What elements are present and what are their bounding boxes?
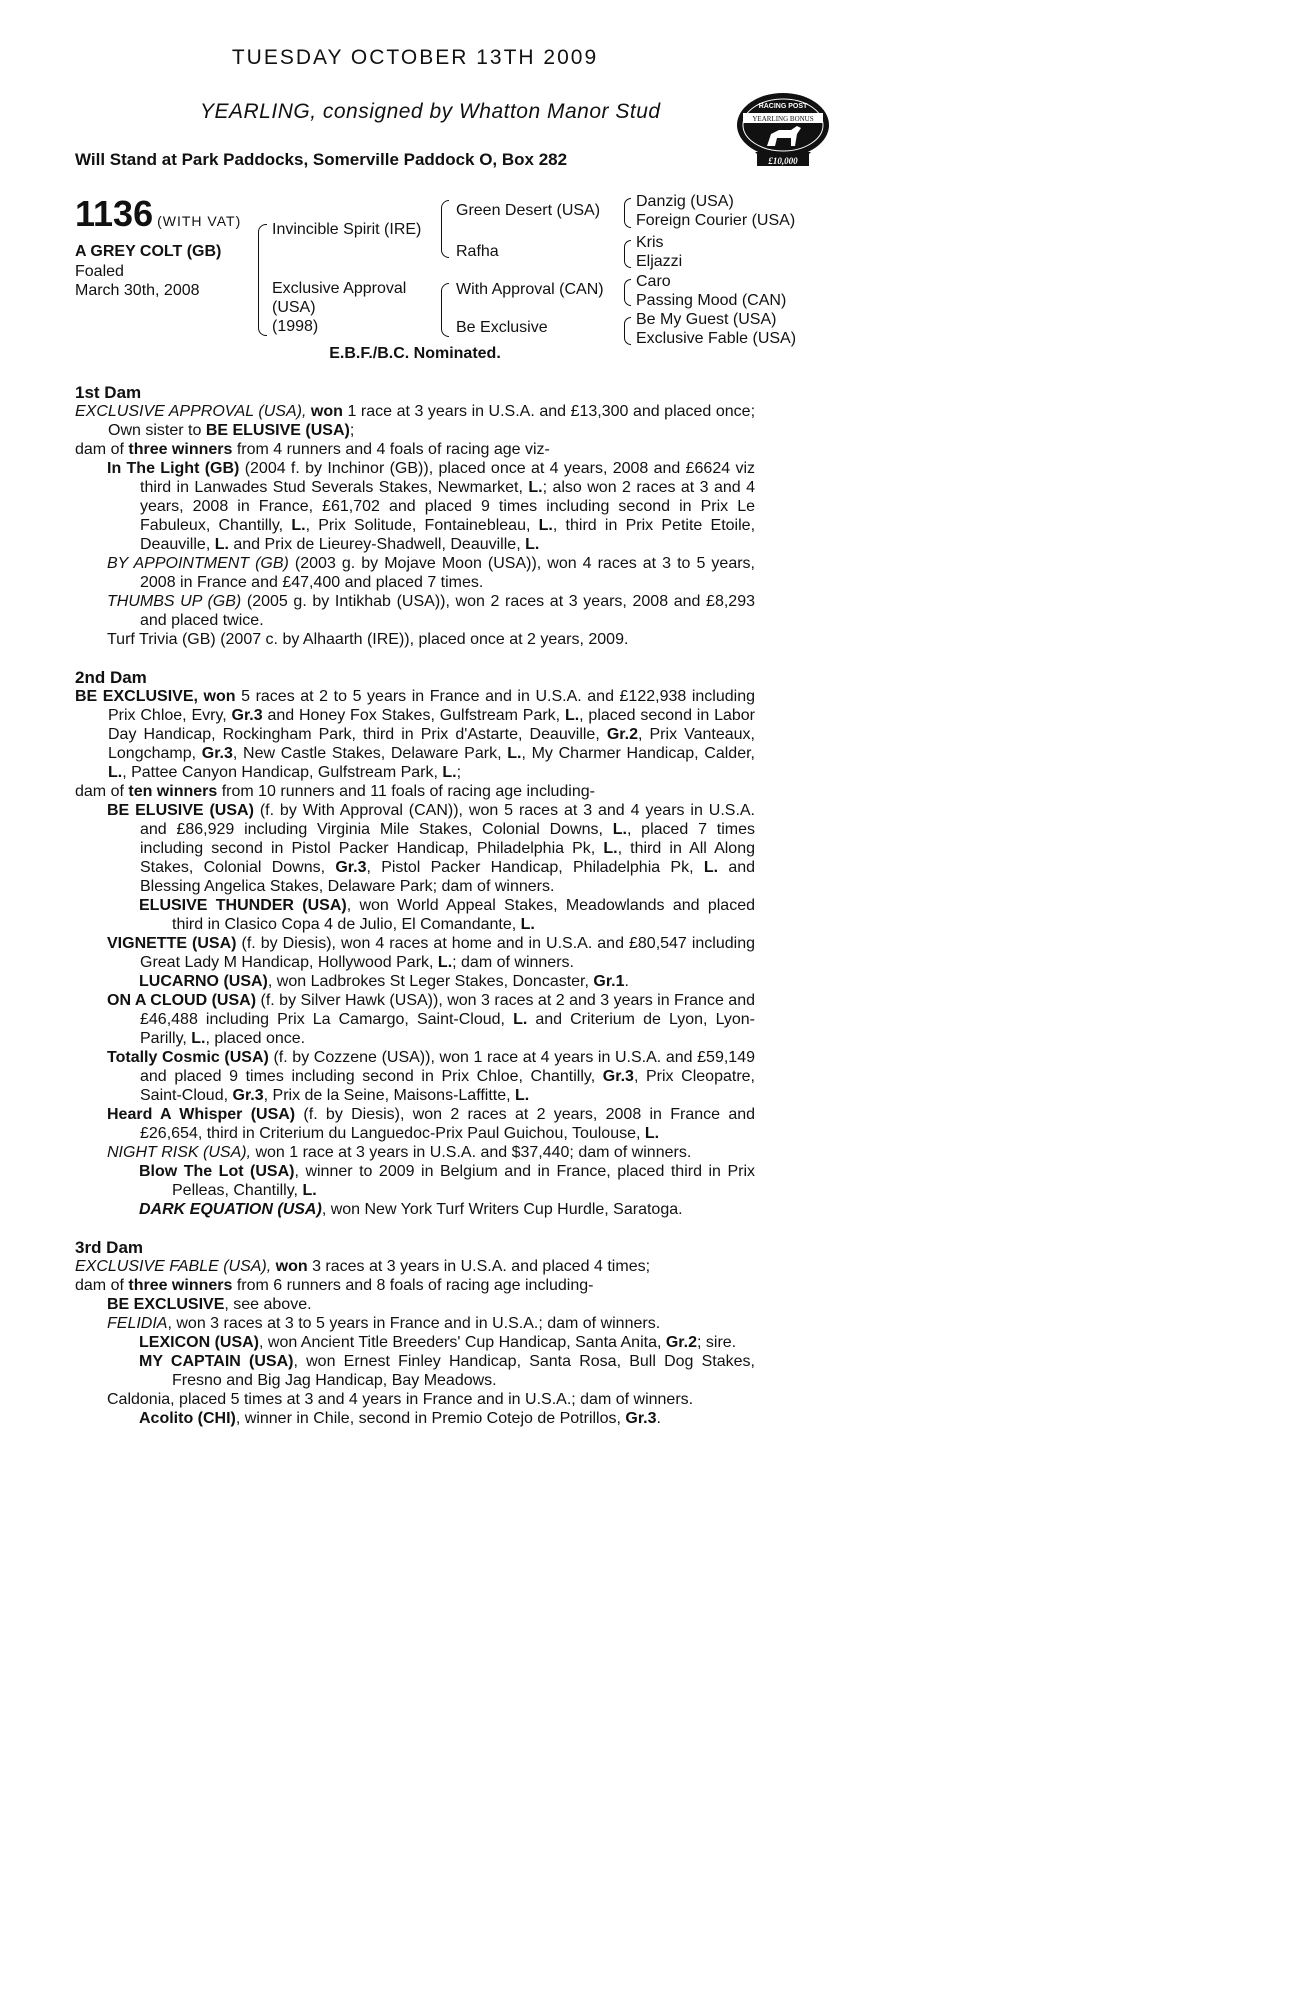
sire: Invincible Spirit (IRE)	[272, 221, 422, 238]
second-dam-section	[75, 668, 755, 1219]
produce-entry: NIGHT RISK (USA), won 1 race at 3 years in U.S.A. and $37,440; dam of winners.	[107, 1144, 692, 1161]
foaled-label: Foaled	[75, 263, 124, 280]
sale-date: TUESDAY OCTOBER 13TH 2009	[231, 46, 599, 69]
third-dam-section	[75, 1238, 755, 1428]
produce-entry: BE ELUSIVE (USA) (f. by With Approval (CAN)), won 5 races at 3 and 4 years in U.S.A. and £86,929 including Virginia Mile Stakes, Colonial Downs, L., placed 7 times including second in Pistol Packer Handicap, Philadelphia Pk, L., third in All Along Stakes, Colonial Downs, Gr.3, Pistol Packer Handicap, Philadelphia Pk, L. and Blessing Angelica Stakes, Delaware Park; dam of winners.	[107, 802, 756, 895]
foaled-info	[75, 262, 200, 300]
dd-sire: Be My Guest (USA)	[636, 311, 777, 328]
stand-location: Will Stand at Park Paddocks, Somerville Paddock O, Box 282	[75, 150, 568, 169]
dam-record: BE EXCLUSIVE, won 5 races at 2 to 5 years in France and in U.S.A. and £122,938 including Prix Chloe, Evry, Gr.3 and Honey Fox Stakes, Gulfstream Park, L., placed second in Labor Day Handicap, Rockingham Park, third in Prix d'Astarte, Deauville, Gr.2, Prix Vanteaux, Longchamp, Gr.3, New Castle Stakes, Delaware Park, L., My Charmer Handicap, Calder, L., Pattee Canyon Handicap, Gulfstream Park, L.;	[75, 688, 756, 781]
ss-dam: Foreign Courier (USA)	[636, 212, 796, 229]
produce-entry: Heard A Whisper (USA) (f. by Diesis), won 2 races at 2 years, 2008 in France and £26,654, third in Criterium du Languedoc-Prix Paul Guichou, Toulouse, L.	[107, 1106, 756, 1142]
produce-entry: DARK EQUATION (USA), won New York Turf Writers Cup Hurdle, Saratoga.	[139, 1201, 683, 1218]
vat-note: (WITH VAT)	[157, 213, 242, 229]
yearling-bonus-badge	[733, 90, 833, 170]
produce-entry: LEXICON (USA), won Ancient Title Breeders' Cup Handicap, Santa Anita, Gr.2; sire.	[139, 1334, 737, 1351]
section-heading: 2nd Dam	[75, 668, 147, 687]
horse-name: A GREY COLT (GB)	[75, 243, 222, 260]
dam-record: EXCLUSIVE APPROVAL (USA), won 1 race at 3 years in U.S.A. and £13,300 and placed once; Own sister to BE ELUSIVE (USA);	[75, 403, 756, 439]
ss-sire: Danzig (USA)	[636, 193, 734, 210]
produce-summary: dam of three winners from 6 runners and 8 foals of racing age including-	[75, 1277, 594, 1294]
badge-amount: £10,000	[768, 156, 798, 166]
badge-mid-text: YEARLING BONUS	[752, 115, 814, 123]
ds-sire: Caro	[636, 273, 671, 290]
produce-entry: Acolito (CHI), winner in Chile, second in Premio Cotejo de Potrillos, Gr.3.	[139, 1410, 661, 1427]
produce-entry: Caldonia, placed 5 times at 3 and 4 years in France and in U.S.A.; dam of winners.	[107, 1391, 694, 1408]
badge-top-text: RACING POST	[758, 103, 808, 110]
dam: Exclusive Approval (USA) (1998)	[272, 280, 407, 335]
section-heading: 3rd Dam	[75, 1238, 144, 1257]
section-heading: 1st Dam	[75, 383, 142, 402]
sire-sire: Green Desert (USA)	[456, 202, 601, 219]
produce-entry: Totally Cosmic (USA) (f. by Cozzene (USA)), won 1 race at 4 years in U.S.A. and £59,149 and placed 9 times including second in Prix Chloe, Chantilly, Gr.3, Prix Cleopatre, Saint-Cloud, Gr.3, Prix de la Seine, Maisons-Laffitte, L.	[107, 1049, 755, 1104]
ds-dam: Passing Mood (CAN)	[636, 292, 787, 309]
produce-entry: ELUSIVE THUNDER (USA), won World Appeal Stakes, Meadowlands and placed third in Clasico Copa 4 de Julio, El Comandante, L.	[139, 897, 755, 933]
produce-entry: LUCARNO (USA), won Ladbrokes St Leger Stakes, Doncaster, Gr.1.	[139, 973, 629, 990]
produce-entry: Blow The Lot (USA), winner to 2009 in Belgium and in France, placed third in Prix Pelleas, Chantilly, L.	[139, 1163, 756, 1199]
produce-entry: BE EXCLUSIVE, see above.	[107, 1296, 312, 1313]
produce-entry: BY APPOINTMENT (GB) (2003 g. by Mojave Moon (USA)), won 4 races at 3 to 5 years, 2008 in France and £47,400 and placed 7 times.	[107, 555, 756, 591]
produce-entry: FELIDIA, won 3 races at 3 to 5 years in France and in U.S.A.; dam of winners.	[107, 1315, 661, 1332]
produce-entry: Turf Trivia (GB) (2007 c. by Alhaarth (IRE)), placed once at 2 years, 2009.	[107, 631, 629, 648]
dd-dam: Exclusive Fable (USA)	[636, 330, 797, 347]
produce-entry: ON A CLOUD (USA) (f. by Silver Hawk (USA)), won 3 races at 2 and 3 years in France and £46,488 including Prix La Camargo, Saint-Cloud, L. and Criterium de Lyon, Lyon-Parilly, L., placed once.	[107, 992, 755, 1047]
produce-entry: THUMBS UP (GB) (2005 g. by Intikhab (USA)), won 2 races at 3 years, 2008 and £8,293 and placed twice.	[107, 593, 755, 629]
foaled-date: March 30th, 2008	[75, 282, 200, 299]
produce-summary: dam of three winners from 4 runners and 4 foals of racing age viz-	[75, 441, 550, 458]
produce-summary: dam of ten winners from 10 runners and 11 foals of racing age including-	[75, 783, 595, 800]
sd-dam: Eljazzi	[636, 253, 683, 270]
produce-entry: MY CAPTAIN (USA), won Ernest Finley Handicap, Santa Rosa, Bull Dog Stakes, Fresno and Big Jag Handicap, Bay Meadows.	[139, 1353, 755, 1389]
dam-record: EXCLUSIVE FABLE (USA), won 3 races at 3 years in U.S.A. and placed 4 times;	[75, 1258, 651, 1275]
sire-dam: Rafha	[456, 243, 499, 260]
dam-dam: Be Exclusive	[456, 319, 548, 336]
dam-sire: With Approval (CAN)	[456, 281, 604, 298]
nomination-note: E.B.F./B.C. Nominated.	[329, 345, 501, 362]
consignment-line: YEARLING, consigned by Whatton Manor Stud	[200, 100, 661, 123]
lot-number: 1136 (WITH VAT)	[75, 193, 242, 234]
sd-sire: Kris	[636, 234, 664, 251]
first-dam-section	[75, 383, 755, 649]
produce-entry: VIGNETTE (USA) (f. by Diesis), won 4 races at home and in U.S.A. and £80,547 including Great Lady M Handicap, Hollywood Park, L.; dam of winners.	[107, 935, 756, 971]
produce-entry: In The Light (GB) (2004 f. by Inchinor (GB)), placed once at 4 years, 2008 and £6624 viz third in Lanwades Stud Severals Stakes, Newmarket, L.; also won 2 races at 3 and 4 years, 2008 in France, £61,702 and placed 9 times including second in Prix Le Fabuleux, Chantilly, L., Prix Solitude, Fontainebleau, L., third in Prix Petite Etoile, Deauville, L. and Prix de Lieurey-Shadwell, Deauville, L.	[107, 460, 756, 553]
